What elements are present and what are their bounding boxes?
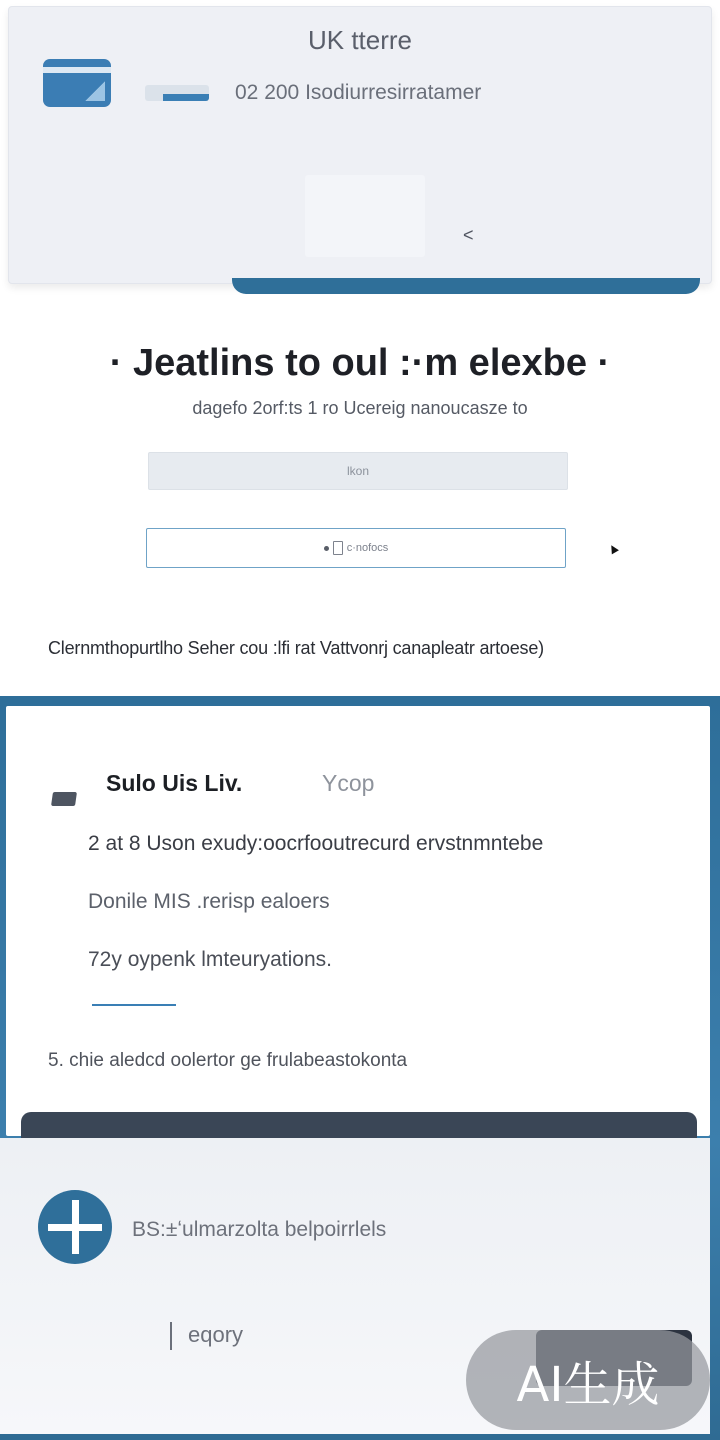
list-item: 72y oypenk lmteuryations. bbox=[88, 948, 332, 971]
text-input[interactable] bbox=[146, 528, 566, 568]
bullet-icon bbox=[324, 546, 329, 551]
document-icon bbox=[333, 541, 343, 555]
credit-card-icon bbox=[43, 59, 111, 107]
text-cursor-icon bbox=[170, 1322, 172, 1350]
input-content bbox=[147, 529, 565, 567]
tab-ycop[interactable]: Ycop bbox=[322, 770, 375, 796]
card-footer-text: 5. chie aledcd oolertor ge frulabeastokonta bbox=[48, 1050, 408, 1071]
content-card bbox=[6, 706, 710, 1136]
list-item: Donile MIS .rerisp ealoers bbox=[88, 890, 330, 913]
info-note: Clernmthopurtlho Seher cou :lfi rat Vattvonrj canapleatr artoese) bbox=[48, 638, 544, 658]
watermark: AI生成 bbox=[466, 1330, 710, 1430]
list-item: 2 at 8 Uson exudy:oocrfooutrecurd ervstnmntebe bbox=[88, 832, 544, 855]
cursor-pointer-icon: ▲ bbox=[602, 537, 623, 559]
placeholder-block bbox=[305, 175, 425, 257]
header-card bbox=[8, 6, 712, 284]
input-placeholder: c·nofocs bbox=[346, 542, 389, 554]
chevron-left-icon[interactable]: < bbox=[463, 225, 474, 245]
page-title: · Jeatlins to oul :·m elexbe · bbox=[109, 342, 611, 384]
progress-fill bbox=[163, 94, 209, 101]
cross-logo-icon[interactable] bbox=[38, 1190, 112, 1264]
header-accent-bar bbox=[232, 278, 700, 294]
header-info-text: 02 200 Isodiurresirratamer bbox=[235, 81, 482, 104]
bottom-text: BS:±ʻulmarzolta belpoirrlels bbox=[132, 1218, 387, 1241]
category-label[interactable]: eqory bbox=[188, 1322, 244, 1347]
header-title: UK tterre bbox=[307, 25, 413, 55]
primary-button[interactable]: lkon bbox=[148, 452, 568, 490]
link-underline[interactable] bbox=[92, 1004, 176, 1006]
image-icon bbox=[51, 792, 77, 806]
card-title: Sulo Uis Liv. bbox=[106, 770, 243, 796]
page-subtitle: dagefo 2orf:ts 1 ro Ucereig nanoucasze to bbox=[192, 398, 528, 418]
progress-indicator bbox=[145, 85, 209, 101]
